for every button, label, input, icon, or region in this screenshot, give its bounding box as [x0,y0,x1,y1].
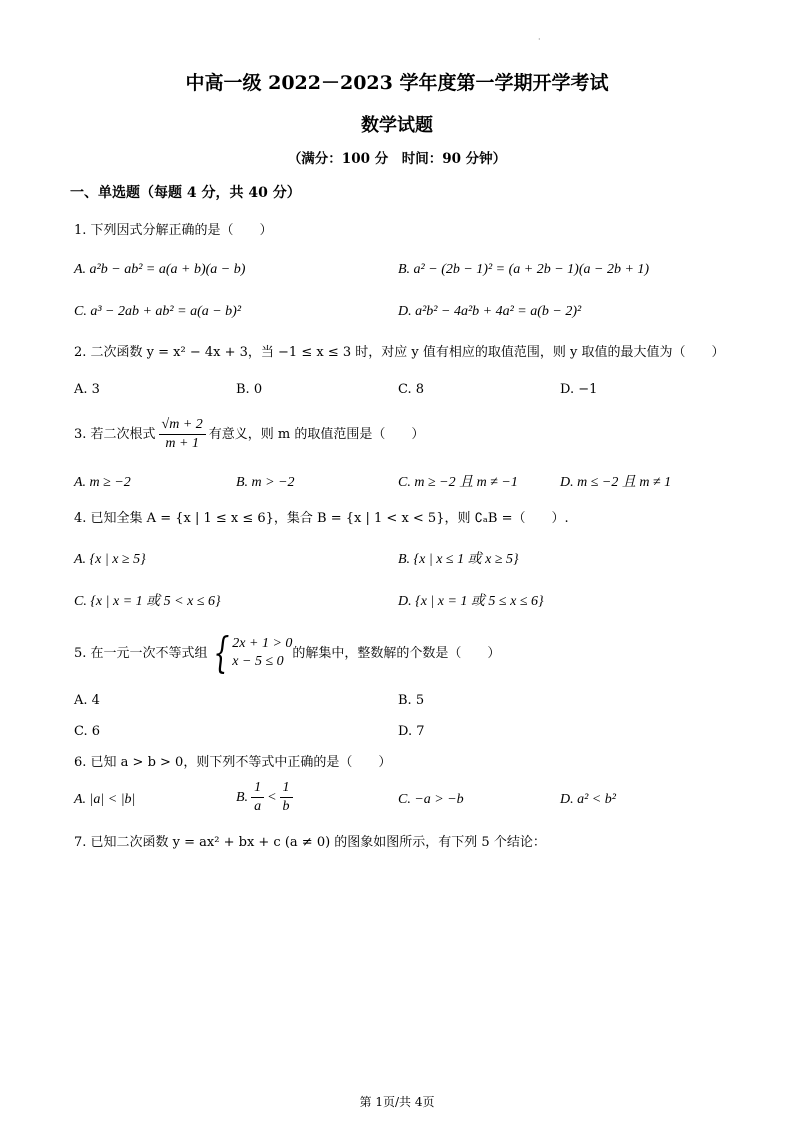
q5-system-line-1: 2x + 1 > 0 [232,636,293,651]
q3-option-b: B. m > −2 [236,475,295,490]
q3-option-d: D. m ≤ −2 且 m ≠ 1 [560,475,672,490]
q3-fraction [159,418,206,451]
q2-option-b: B. 0 [236,382,263,397]
q5-option-a: A. 4 [74,693,100,708]
scan-mark: · [538,35,541,44]
q2-option-d: D. −1 [560,382,598,397]
q3-fraction-denominator: m + 1 [165,436,199,451]
exam-subtitle: 数学试题 [361,115,433,136]
q6-frac-1-num: 1 [251,781,264,798]
q5-system-line-2: x − 5 ≤ 0 [232,654,284,669]
question-3-stem [74,418,424,451]
q6-frac-2-num: 1 [280,781,293,798]
q5-stem-after: 的解集中，整数解的个数是（ ） [292,645,501,661]
question-6-stem: 6. 已知 a > b > 0，则下列不等式中正确的是（ ） [74,755,392,770]
q5-option-c: C. 6 [74,724,101,739]
q4-option-a: A. {x | x ≥ 5} [74,552,146,567]
q6-option-b-frac-2 [280,781,293,814]
q1-option-c: C. a³ − 2ab + ab² = a(a − b)² [74,304,242,319]
q1-option-b: B. a² − (2b − 1)² = (a + 2b − 1)(a − 2b + 1) [398,262,650,277]
q2-option-a: A. 3 [74,382,100,397]
q4-option-d: D. {x | x = 1 或 5 ≤ x ≤ 6} [398,594,544,609]
q6-option-b-label: B. [236,789,249,805]
q1-option-a: A. a²b − ab² = a(a + b)(a − b) [74,262,246,277]
q3-fraction-numerator: √m + 2 [159,418,206,435]
section-heading: 一、单选题（每题 4 分，共 40 分） [70,185,301,201]
q6-frac-2-den: b [282,799,290,814]
q6-option-c: C. −a > −b [398,792,464,807]
q4-option-b: B. {x | x ≤ 1 或 x ≥ 5} [398,552,519,567]
q6-option-a: A. |a| < |b| [74,792,136,807]
q6-option-b-frac-1 [251,781,264,814]
q3-option-a: A. m ≥ −2 [74,475,131,490]
exam-title: 中高一级 2022－2023 学年度第一学期开学考试 [185,72,609,94]
q5-stem-before: 5. 在一元一次不等式组 [74,645,208,661]
q3-stem-after: 有意义，则 m 的取值范围是（ ） [208,427,425,442]
q5-inequality-system [208,628,293,677]
question-5-stem [74,628,501,677]
question-4-stem: 4. 已知全集 A = {x | 1 ≤ x ≤ 6}，集合 B = {x | 1 < x < 5}，则 ∁ₐB =（ ）. [74,511,569,526]
q4-option-c: C. {x | x = 1 或 5 < x ≤ 6} [74,594,221,609]
q6-option-b [236,781,296,814]
question-1-stem: 1. 下列因式分解正确的是（ ） [74,223,273,238]
q3-option-c: C. m ≥ −2 且 m ≠ −1 [398,475,518,490]
q5-option-b: B. 5 [398,693,425,708]
q6-frac-1-den: a [254,799,262,814]
q1-option-d: D. a²b² − 4a²b + 4a² = a(b − 2)² [398,304,582,319]
q5-option-d: D. 7 [398,724,425,739]
q5-left-brace: { [212,628,229,677]
question-7-stem: 7. 已知二次函数 y = ax² + bx + c (a ≠ 0) 的图象如图所示，有下列 5 个结论： [74,835,546,850]
question-2-stem: 2. 二次函数 y = x² − 4x + 3，当 −1 ≤ x ≤ 3 时，对应 y 值有相应的取值范围，则 y 取值的最大值为（ ） [74,345,725,360]
q5-system-lines [232,637,292,669]
page-footer: 第 1页/共 4页 [359,1095,435,1109]
q2-option-c: C. 8 [398,382,425,397]
exam-note: （满分：100 分 时间：90 分钟） [287,151,507,167]
q3-stem-before: 3. 若二次根式 [74,427,156,442]
q6-option-d: D. a² < b² [560,792,616,807]
q6-less-than: < [267,789,277,805]
